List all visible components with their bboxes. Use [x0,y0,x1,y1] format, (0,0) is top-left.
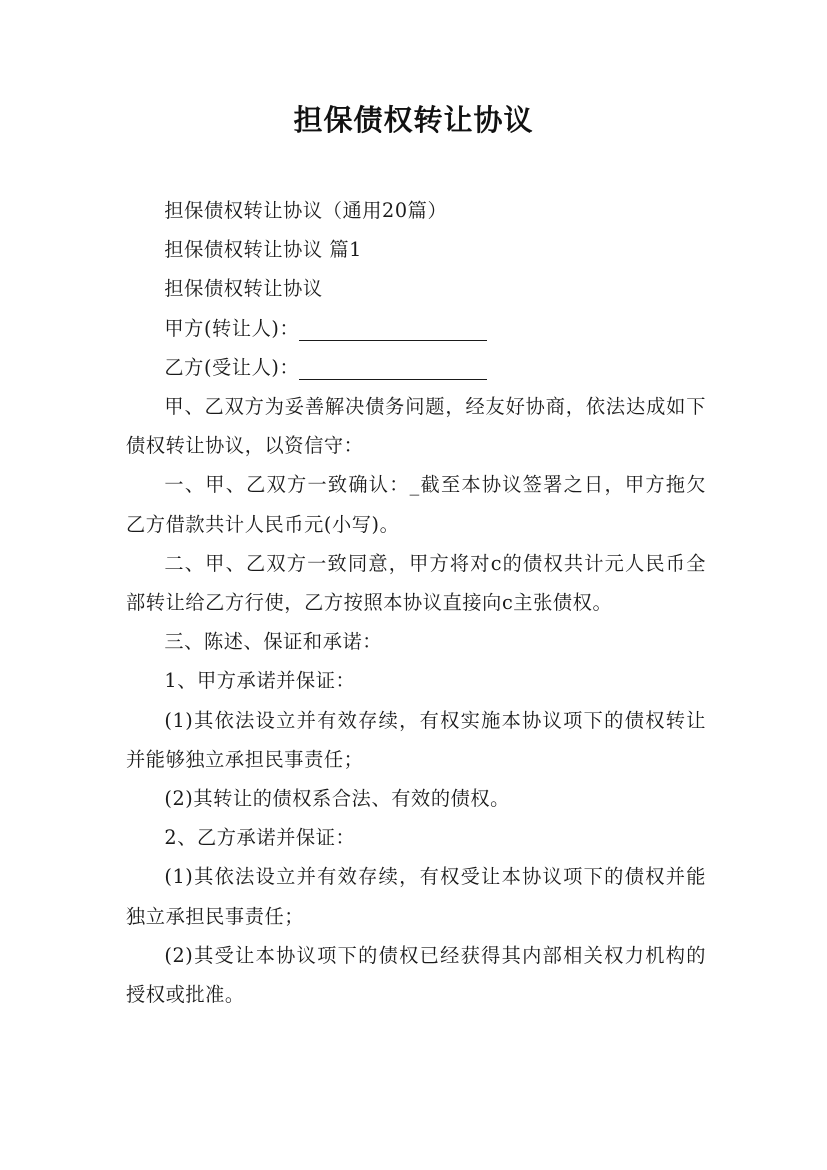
party-a-blank-field[interactable] [299,318,487,341]
part-heading-paragraph: 担保债权转让协议 篇1 [164,238,362,262]
party-a-label: 甲方(转让人)： [164,316,300,340]
subtitle-paragraph: 担保债权转让协议（通用20篇） [164,199,448,222]
clause-2-paragraph: 二、甲、乙双方一致同意，甲方将对c的债权共计元人民币全部转让给乙方行使，乙方按照本协议直接向c主张债权。 [126,551,706,615]
preamble-paragraph: 甲、乙双方为妥善解决债务问题，经友好协商，依法达成如下债权转让协议，以资信守： [126,395,706,458]
clause-3-2-b-paragraph: (2)其受让本协议项下的债权已经获得其内部相关权力机构的授权或批准。 [126,943,706,1007]
document-body [126,191,706,1014]
clause-3-1-b-paragraph: (2)其转让的债权系合法、有效的债权。 [164,787,510,811]
clause-3-2-a-paragraph: (1)其依法设立并有效存续，有权受让本协议项下的债权并能独立承担民事责任； [126,865,706,928]
party-b-line [126,348,706,387]
party-b-label: 乙方(受让人)： [164,355,300,379]
document-title: 担保债权转让协议 [293,103,534,137]
party-a-line [126,309,706,348]
clause-1-paragraph: 一、甲、乙双方一致确认：_截至本协议签署之日，甲方拖欠乙方借款共计人民币元(小写)。 [126,473,706,536]
agreement-name-paragraph: 担保债权转让协议 [164,277,323,301]
clause-3-heading: 三、陈述、保证和承诺： [164,630,383,654]
party-b-blank-field[interactable] [299,357,487,380]
clause-3-1-heading: 1、甲方承诺并保证： [164,669,356,693]
clause-3-1-a-paragraph: (1)其依法设立并有效存续，有权实施本协议项下的债权转让并能够独立承担民事责任； [126,708,706,771]
clause-3-2-heading: 2、乙方承诺并保证： [164,826,356,850]
